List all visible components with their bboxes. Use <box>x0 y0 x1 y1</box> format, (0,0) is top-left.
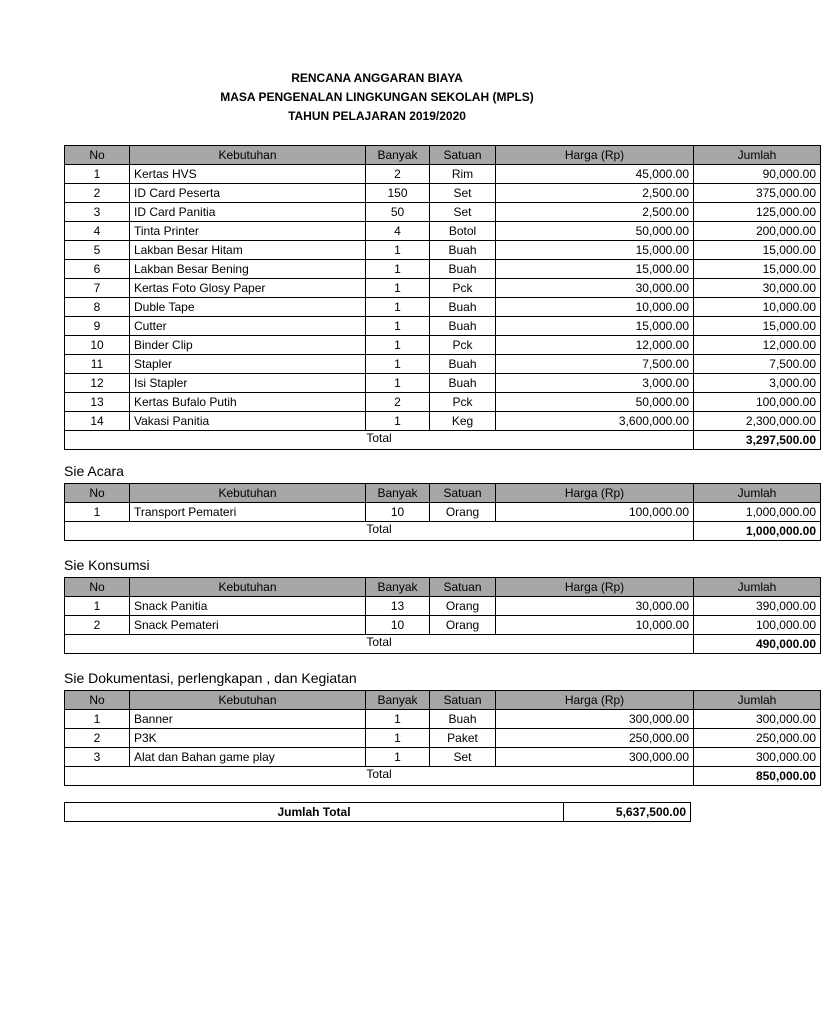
cell-kebutuhan: Tinta Printer <box>130 222 366 241</box>
cell-jumlah: 390,000.00 <box>694 597 821 616</box>
cell-no: 14 <box>65 412 130 431</box>
total-row <box>65 635 821 654</box>
cell-harga: 15,000.00 <box>496 241 694 260</box>
cell-no: 7 <box>65 279 130 298</box>
cell-kebutuhan: Transport Pemateri <box>130 503 366 522</box>
cell-satuan: Pck <box>430 336 496 355</box>
cell-harga: 30,000.00 <box>496 279 694 298</box>
cell-satuan: Set <box>430 203 496 222</box>
cell-banyak: 13 <box>366 597 430 616</box>
cell-harga: 250,000.00 <box>496 729 694 748</box>
table-row <box>65 184 821 203</box>
cell-satuan: Buah <box>430 355 496 374</box>
cell-jumlah: 100,000.00 <box>694 616 821 635</box>
cell-harga: 50,000.00 <box>496 393 694 412</box>
cell-kebutuhan: Snack Panitia <box>130 597 366 616</box>
cell-banyak: 1 <box>366 241 430 260</box>
title-line-2: MASA PENGENALAN LINGKUNGAN SEKOLAH (MPLS) <box>220 90 534 104</box>
cell-harga: 300,000.00 <box>496 748 694 767</box>
cell-jumlah: 300,000.00 <box>694 710 821 729</box>
cell-harga: 300,000.00 <box>496 710 694 729</box>
cell-harga: 15,000.00 <box>496 260 694 279</box>
table-row <box>65 412 821 431</box>
table-row <box>65 222 821 241</box>
total-label: Total <box>366 521 392 536</box>
cell-banyak: 1 <box>366 279 430 298</box>
cell-jumlah: 30,000.00 <box>694 279 821 298</box>
cell-jumlah: 125,000.00 <box>694 203 821 222</box>
total-label-cell <box>65 767 694 786</box>
cell-jumlah: 15,000.00 <box>694 241 821 260</box>
main-budget-table <box>64 145 821 450</box>
grand-total-label: Jumlah Total <box>65 803 564 822</box>
table-header-row <box>65 691 821 710</box>
cell-satuan: Orang <box>430 503 496 522</box>
table-row <box>65 729 821 748</box>
table-row <box>65 165 821 184</box>
dokumentasi-table <box>64 690 821 786</box>
cell-kebutuhan: ID Card Panitia <box>130 203 366 222</box>
cell-harga: 100,000.00 <box>496 503 694 522</box>
cell-banyak: 1 <box>366 412 430 431</box>
cell-banyak: 1 <box>366 260 430 279</box>
column-header-no: No <box>65 484 130 503</box>
cell-no: 2 <box>65 729 130 748</box>
cell-satuan: Set <box>430 748 496 767</box>
table-row <box>65 616 821 635</box>
cell-jumlah: 7,500.00 <box>694 355 821 374</box>
section-title-dokumentasi: Sie Dokumentasi, perlengkapan , dan Kegiatan <box>64 670 357 686</box>
column-header-satuan: Satuan <box>430 484 496 503</box>
cell-banyak: 1 <box>366 374 430 393</box>
title-line-1: RENCANA ANGGARAN BIAYA <box>291 71 463 85</box>
cell-banyak: 1 <box>366 355 430 374</box>
total-row <box>65 767 821 786</box>
cell-banyak: 4 <box>366 222 430 241</box>
table-row <box>65 710 821 729</box>
column-header-no: No <box>65 146 130 165</box>
cell-no: 12 <box>65 374 130 393</box>
cell-satuan: Paket <box>430 729 496 748</box>
cell-jumlah: 100,000.00 <box>694 393 821 412</box>
cell-satuan: Pck <box>430 279 496 298</box>
column-header-jumlah: Jumlah <box>694 146 821 165</box>
total-label: Total <box>366 430 392 445</box>
cell-banyak: 50 <box>366 203 430 222</box>
cell-kebutuhan: Alat dan Bahan game play <box>130 748 366 767</box>
total-row <box>65 431 821 450</box>
total-row <box>65 522 821 541</box>
table-header-row <box>65 578 821 597</box>
column-header-banyak: Banyak <box>366 484 430 503</box>
cell-jumlah: 2,300,000.00 <box>694 412 821 431</box>
cell-jumlah: 90,000.00 <box>694 165 821 184</box>
table-row <box>65 241 821 260</box>
cell-satuan: Orang <box>430 616 496 635</box>
cell-satuan: Buah <box>430 241 496 260</box>
cell-no: 13 <box>65 393 130 412</box>
cell-no: 3 <box>65 748 130 767</box>
cell-satuan: Buah <box>430 298 496 317</box>
column-header-kebutuhan: Kebutuhan <box>130 146 366 165</box>
column-header-kebutuhan: Kebutuhan <box>130 484 366 503</box>
table-row <box>65 203 821 222</box>
cell-harga: 2,500.00 <box>496 203 694 222</box>
column-header-jumlah: Jumlah <box>694 484 821 503</box>
cell-no: 4 <box>65 222 130 241</box>
cell-harga: 50,000.00 <box>496 222 694 241</box>
cell-harga: 10,000.00 <box>496 616 694 635</box>
column-header-harga: Harga (Rp) <box>496 578 694 597</box>
cell-harga: 2,500.00 <box>496 184 694 203</box>
table-row <box>65 374 821 393</box>
cell-harga: 7,500.00 <box>496 355 694 374</box>
cell-no: 1 <box>65 597 130 616</box>
cell-kebutuhan: Snack Pemateri <box>130 616 366 635</box>
total-value: 490,000.00 <box>694 635 821 654</box>
cell-jumlah: 15,000.00 <box>694 260 821 279</box>
total-label: Total <box>366 766 392 781</box>
cell-harga: 30,000.00 <box>496 597 694 616</box>
cell-banyak: 1 <box>366 298 430 317</box>
cell-banyak: 10 <box>366 503 430 522</box>
cell-banyak: 1 <box>366 710 430 729</box>
cell-jumlah: 15,000.00 <box>694 317 821 336</box>
cell-satuan: Pck <box>430 393 496 412</box>
column-header-kebutuhan: Kebutuhan <box>130 691 366 710</box>
cell-banyak: 2 <box>366 393 430 412</box>
cell-no: 9 <box>65 317 130 336</box>
cell-no: 2 <box>65 616 130 635</box>
total-label: Total <box>366 634 392 649</box>
table-row <box>65 279 821 298</box>
table-row <box>65 298 821 317</box>
cell-no: 8 <box>65 298 130 317</box>
cell-no: 10 <box>65 336 130 355</box>
cell-jumlah: 10,000.00 <box>694 298 821 317</box>
table-row <box>65 393 821 412</box>
total-value: 850,000.00 <box>694 767 821 786</box>
cell-kebutuhan: Binder Clip <box>130 336 366 355</box>
cell-banyak: 1 <box>366 317 430 336</box>
cell-satuan: Buah <box>430 710 496 729</box>
cell-kebutuhan: Kertas Foto Glosy Paper <box>130 279 366 298</box>
cell-satuan: Orang <box>430 597 496 616</box>
column-header-harga: Harga (Rp) <box>496 484 694 503</box>
grand-total-value: 5,637,500.00 <box>564 803 691 822</box>
acara-table <box>64 483 821 541</box>
column-header-banyak: Banyak <box>366 578 430 597</box>
cell-satuan: Buah <box>430 374 496 393</box>
column-header-satuan: Satuan <box>430 691 496 710</box>
cell-banyak: 2 <box>366 165 430 184</box>
column-header-jumlah: Jumlah <box>694 691 821 710</box>
column-header-no: No <box>65 578 130 597</box>
total-label-cell <box>65 635 694 654</box>
cell-no: 5 <box>65 241 130 260</box>
total-label-cell <box>65 522 694 541</box>
cell-kebutuhan: Stapler <box>130 355 366 374</box>
cell-satuan: Keg <box>430 412 496 431</box>
cell-kebutuhan: Vakasi Panitia <box>130 412 366 431</box>
section-title-konsumsi: Sie Konsumsi <box>64 557 150 573</box>
cell-harga: 15,000.00 <box>496 317 694 336</box>
cell-satuan: Buah <box>430 317 496 336</box>
cell-jumlah: 300,000.00 <box>694 748 821 767</box>
cell-no: 6 <box>65 260 130 279</box>
table-header-row <box>65 146 821 165</box>
cell-harga: 10,000.00 <box>496 298 694 317</box>
cell-kebutuhan: P3K <box>130 729 366 748</box>
cell-satuan: Buah <box>430 260 496 279</box>
table-row <box>65 317 821 336</box>
table-row <box>65 503 821 522</box>
cell-harga: 3,000.00 <box>496 374 694 393</box>
table-row <box>65 748 821 767</box>
cell-kebutuhan: Duble Tape <box>130 298 366 317</box>
column-header-kebutuhan: Kebutuhan <box>130 578 366 597</box>
cell-kebutuhan: Cutter <box>130 317 366 336</box>
table-row <box>65 355 821 374</box>
cell-kebutuhan: Banner <box>130 710 366 729</box>
cell-kebutuhan: Lakban Besar Bening <box>130 260 366 279</box>
cell-jumlah: 250,000.00 <box>694 729 821 748</box>
column-header-harga: Harga (Rp) <box>496 146 694 165</box>
cell-no: 2 <box>65 184 130 203</box>
cell-no: 1 <box>65 710 130 729</box>
table-row <box>65 336 821 355</box>
column-header-banyak: Banyak <box>366 691 430 710</box>
cell-banyak: 1 <box>366 729 430 748</box>
cell-banyak: 1 <box>366 336 430 355</box>
grand-total-table <box>64 802 691 822</box>
cell-jumlah: 375,000.00 <box>694 184 821 203</box>
cell-kebutuhan: Kertas Bufalo Putih <box>130 393 366 412</box>
column-header-satuan: Satuan <box>430 578 496 597</box>
title-line-3: TAHUN PELAJARAN 2019/2020 <box>288 109 466 123</box>
cell-harga: 12,000.00 <box>496 336 694 355</box>
cell-kebutuhan: Lakban Besar Hitam <box>130 241 366 260</box>
total-value: 3,297,500.00 <box>694 431 821 450</box>
cell-banyak: 150 <box>366 184 430 203</box>
cell-no: 11 <box>65 355 130 374</box>
cell-harga: 3,600,000.00 <box>496 412 694 431</box>
section-title-acara: Sie Acara <box>64 463 124 479</box>
cell-banyak: 10 <box>366 616 430 635</box>
cell-harga: 45,000.00 <box>496 165 694 184</box>
total-label-cell <box>65 431 694 450</box>
konsumsi-table <box>64 577 821 654</box>
table-row <box>65 597 821 616</box>
cell-kebutuhan: ID Card Peserta <box>130 184 366 203</box>
cell-banyak: 1 <box>366 748 430 767</box>
cell-satuan: Rim <box>430 165 496 184</box>
cell-no: 1 <box>65 165 130 184</box>
column-header-jumlah: Jumlah <box>694 578 821 597</box>
column-header-harga: Harga (Rp) <box>496 691 694 710</box>
total-value: 1,000,000.00 <box>694 522 821 541</box>
column-header-satuan: Satuan <box>430 146 496 165</box>
document-title <box>64 69 690 126</box>
table-row <box>65 260 821 279</box>
column-header-banyak: Banyak <box>366 146 430 165</box>
cell-no: 3 <box>65 203 130 222</box>
cell-kebutuhan: Isi Stapler <box>130 374 366 393</box>
cell-jumlah: 1,000,000.00 <box>694 503 821 522</box>
cell-satuan: Set <box>430 184 496 203</box>
cell-satuan: Botol <box>430 222 496 241</box>
column-header-no: No <box>65 691 130 710</box>
cell-no: 1 <box>65 503 130 522</box>
cell-kebutuhan: Kertas HVS <box>130 165 366 184</box>
cell-jumlah: 200,000.00 <box>694 222 821 241</box>
table-header-row <box>65 484 821 503</box>
cell-jumlah: 12,000.00 <box>694 336 821 355</box>
cell-jumlah: 3,000.00 <box>694 374 821 393</box>
grand-total-row <box>65 803 691 822</box>
